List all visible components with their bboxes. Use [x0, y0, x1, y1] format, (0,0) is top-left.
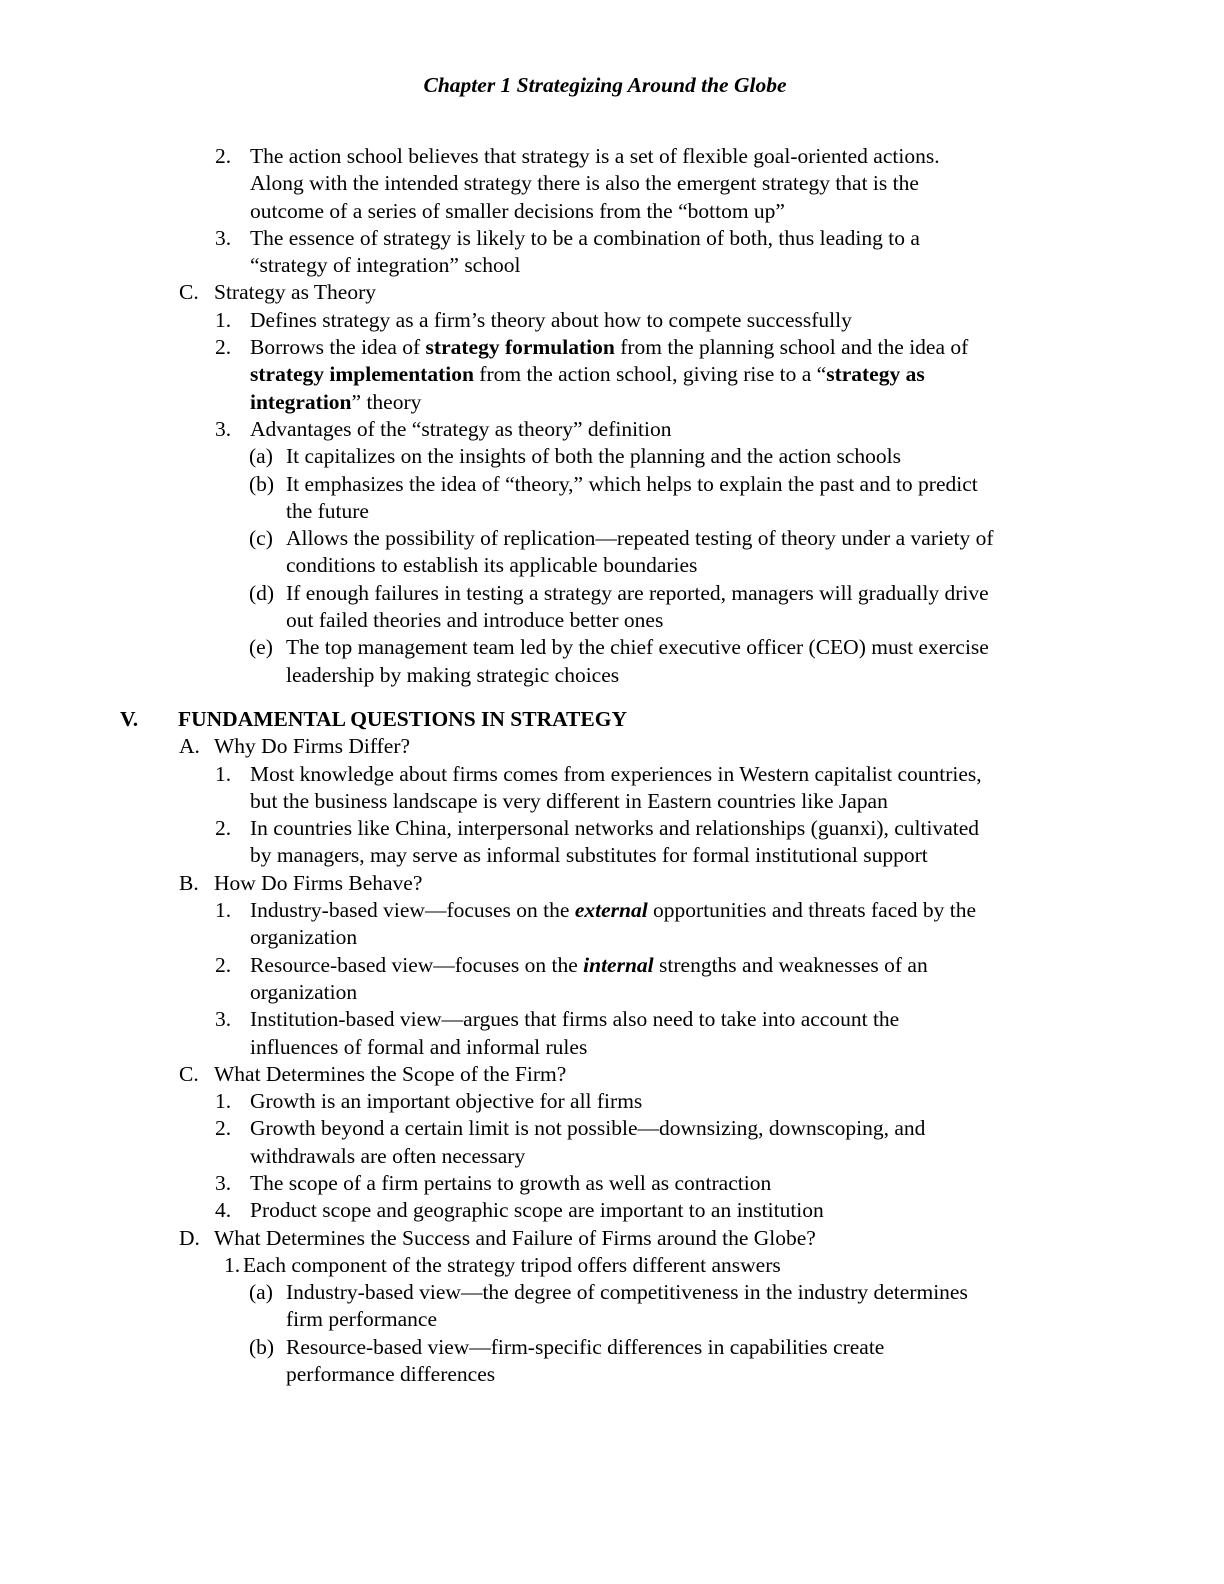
item-marker: (a): [249, 1280, 273, 1305]
outline-item: [0, 1088, 1224, 1115]
item-text: It capitalizes on the insights of both the planning and the action schools: [286, 444, 902, 469]
item-text: Growth is an important objective for all firms: [250, 1089, 643, 1114]
outline-item-continuation: [0, 979, 1224, 1006]
item-text: [250, 361, 925, 388]
item-marker: (c): [249, 526, 273, 551]
item-text: Product scope and geographic scope are important to an institution: [250, 1198, 824, 1223]
item-text: leadership by making strategic choices: [286, 662, 620, 687]
bold-term: strategy formulation: [425, 335, 615, 360]
outline-item: [0, 307, 1224, 334]
item-marker: 1.: [215, 1089, 232, 1114]
item-text: firm performance: [286, 1307, 438, 1332]
outline-item: [0, 815, 1224, 842]
item-marker: 2.: [215, 1116, 232, 1141]
item-text: Institution-based view—argues that firms also need to take into account the: [250, 1007, 900, 1032]
outline-subheading: [0, 733, 1224, 760]
item-text: [250, 389, 421, 416]
outline-subitem: [0, 443, 1224, 470]
item-marker: 4.: [215, 1198, 232, 1223]
outline-item-continuation: [0, 1034, 1224, 1061]
outline-item-continuation: [0, 389, 1224, 416]
item-marker: 2.: [215, 335, 232, 360]
item-text: “strategy of integration” school: [250, 253, 521, 278]
item-text: Most knowledge about firms comes from experiences in Western capitalist countries,: [250, 761, 982, 786]
outline-item: [0, 143, 1224, 170]
item-text: by managers, may serve as informal substitutes for formal institutional support: [250, 843, 928, 868]
item-marker: 3.: [215, 1170, 232, 1195]
item-text: Each component of the strategy tripod offers different answers: [243, 1252, 781, 1277]
item-marker: C.: [179, 280, 199, 305]
item-marker: 1.: [215, 898, 232, 923]
outline-subheading: [0, 1061, 1224, 1088]
item-text: [250, 897, 976, 924]
item-text: but the business landscape is very different in Eastern countries like Japan: [250, 788, 888, 813]
outline-item-continuation: [0, 924, 1224, 951]
outline-item-continuation: [0, 198, 1224, 225]
item-marker: (b): [249, 471, 275, 496]
item-text: organization: [250, 925, 358, 950]
outline-subitem: [0, 580, 1224, 607]
item-text: performance differences: [286, 1362, 496, 1387]
text-run: from the action school, giving rise to a “: [473, 362, 827, 387]
item-text: influences of formal and informal rules: [250, 1034, 588, 1059]
outline-item: [0, 1170, 1224, 1197]
item-text: What Determines the Success and Failure of Firms around the Globe?: [214, 1225, 816, 1250]
item-text: Along with the intended strategy there is also the emergent strategy that is the: [250, 171, 919, 196]
bold-term: strategy implementation: [250, 362, 474, 387]
bold-term: strategy as: [826, 362, 925, 387]
outline-content: [0, 143, 1224, 1388]
outline-item: [0, 334, 1224, 361]
item-text: Allows the possibility of replication—repeated testing of theory under a variety of: [286, 526, 994, 551]
item-text: Resource-based view—firm-specific differences in capabilities create: [286, 1334, 885, 1359]
item-marker: 2.: [215, 816, 232, 841]
item-text: What Determines the Scope of the Firm?: [214, 1061, 567, 1086]
item-marker: 2.: [215, 952, 232, 977]
outline-subitem-continuation: [0, 662, 1224, 689]
bold-term: integration: [250, 389, 352, 414]
outline-subitem-continuation: [0, 1361, 1224, 1388]
text-run: Industry-based view—focuses on the: [250, 898, 575, 923]
item-text: outcome of a series of smaller decisions from the “bottom up”: [250, 198, 785, 223]
item-marker: C.: [179, 1061, 199, 1086]
item-marker: B.: [179, 870, 199, 895]
section-heading: [0, 706, 1224, 733]
section-gap: [0, 689, 1224, 706]
text-run: Resource-based view—focuses on the: [250, 952, 584, 977]
item-text: Advantages of the “strategy as theory” definition: [250, 416, 672, 441]
item-text: Industry-based view—the degree of competitiveness in the industry determines: [286, 1280, 968, 1305]
item-text: The essence of strategy is likely to be a combination of both, thus leading to a: [250, 225, 920, 250]
item-text: It emphasizes the idea of “theory,” which helps to explain the past and to predict: [286, 471, 978, 496]
item-marker: 3.: [215, 1007, 232, 1032]
item-marker: (e): [249, 635, 273, 660]
section-title: FUNDAMENTAL QUESTIONS IN STRATEGY: [178, 706, 627, 731]
outline-item: [0, 1115, 1224, 1142]
text-run: ” theory: [351, 389, 422, 414]
outline-subitem: [0, 525, 1224, 552]
outline-item-continuation: [0, 361, 1224, 388]
outline-subitem: [0, 1334, 1224, 1361]
item-text: How Do Firms Behave?: [214, 870, 423, 895]
item-marker: 1.: [215, 761, 232, 786]
text-run: strengths and weaknesses of an: [653, 952, 928, 977]
emphasis-term: internal: [583, 952, 654, 977]
outline-item: [0, 416, 1224, 443]
item-marker: D.: [179, 1225, 200, 1250]
item-marker: 1.: [215, 307, 232, 332]
item-text: the future: [286, 498, 369, 523]
outline-item-continuation: [0, 1143, 1224, 1170]
item-marker: 2.: [215, 144, 232, 168]
item-text: The action school believes that strategy is a set of flexible goal-oriented actions.: [250, 144, 940, 168]
outline-subitem: [0, 1279, 1224, 1306]
outline-item: [0, 952, 1224, 979]
outline-item: [0, 1197, 1224, 1224]
item-text: Growth beyond a certain limit is not possible—downsizing, downscoping, and: [250, 1116, 926, 1141]
item-marker: 3.: [215, 225, 232, 250]
outline-item: [0, 225, 1224, 252]
item-marker: (b): [249, 1334, 275, 1359]
outline-subitem-continuation: [0, 607, 1224, 634]
text-run: from the planning school and the idea of: [614, 335, 969, 360]
item-text: In countries like China, interpersonal networks and relationships (guanxi), cultivated: [250, 816, 980, 841]
item-text: conditions to establish its applicable boundaries: [286, 553, 698, 578]
outline-subitem: [0, 471, 1224, 498]
item-text: If enough failures in testing a strategy are reported, managers will gradually drive: [286, 580, 989, 605]
outline-subheading: [0, 279, 1224, 306]
item-text: organization: [250, 979, 358, 1004]
item-marker: (d): [249, 580, 275, 605]
item-text: Strategy as Theory: [214, 280, 377, 305]
outline-subheading: [0, 1225, 1224, 1252]
item-text: [250, 334, 968, 361]
item-text: The scope of a firm pertains to growth as well as contraction: [250, 1170, 772, 1195]
outline-subitem: [0, 634, 1224, 661]
item-text: withdrawals are often necessary: [250, 1143, 526, 1168]
outline-subitem-continuation: [0, 1306, 1224, 1333]
text-run: Borrows the idea of: [250, 335, 426, 360]
item-marker: 3.: [215, 416, 232, 441]
outline-subheading: [0, 870, 1224, 897]
outline-item: [0, 897, 1224, 924]
text-run: opportunities and threats faced by the: [647, 898, 977, 923]
emphasis-term: external: [574, 898, 648, 923]
item-text: out failed theories and introduce better ones: [286, 608, 664, 633]
item-text: The top management team led by the chief executive officer (CEO) must exercise: [286, 635, 989, 660]
item-marker: 1.: [224, 1252, 241, 1277]
item-text: Why Do Firms Differ?: [214, 734, 411, 759]
outline-item-continuation: [0, 788, 1224, 815]
outline-subitem-continuation: [0, 498, 1224, 525]
item-marker: (a): [249, 444, 273, 469]
outline-item-continuation: [0, 842, 1224, 869]
outline-item: [0, 761, 1224, 788]
item-marker: A.: [179, 734, 200, 759]
outline-item: [0, 1252, 1224, 1279]
item-text: [250, 952, 928, 979]
item-text: Defines strategy as a firm’s theory about how to compete successfully: [250, 307, 852, 332]
outline-item: [0, 1006, 1224, 1033]
section-numeral: V.: [120, 706, 139, 731]
page-header: Chapter 1 Strategizing Around the Globe: [423, 73, 787, 97]
outline-subitem-continuation: [0, 552, 1224, 579]
outline-item-continuation: [0, 252, 1224, 279]
outline-item-continuation: [0, 170, 1224, 197]
